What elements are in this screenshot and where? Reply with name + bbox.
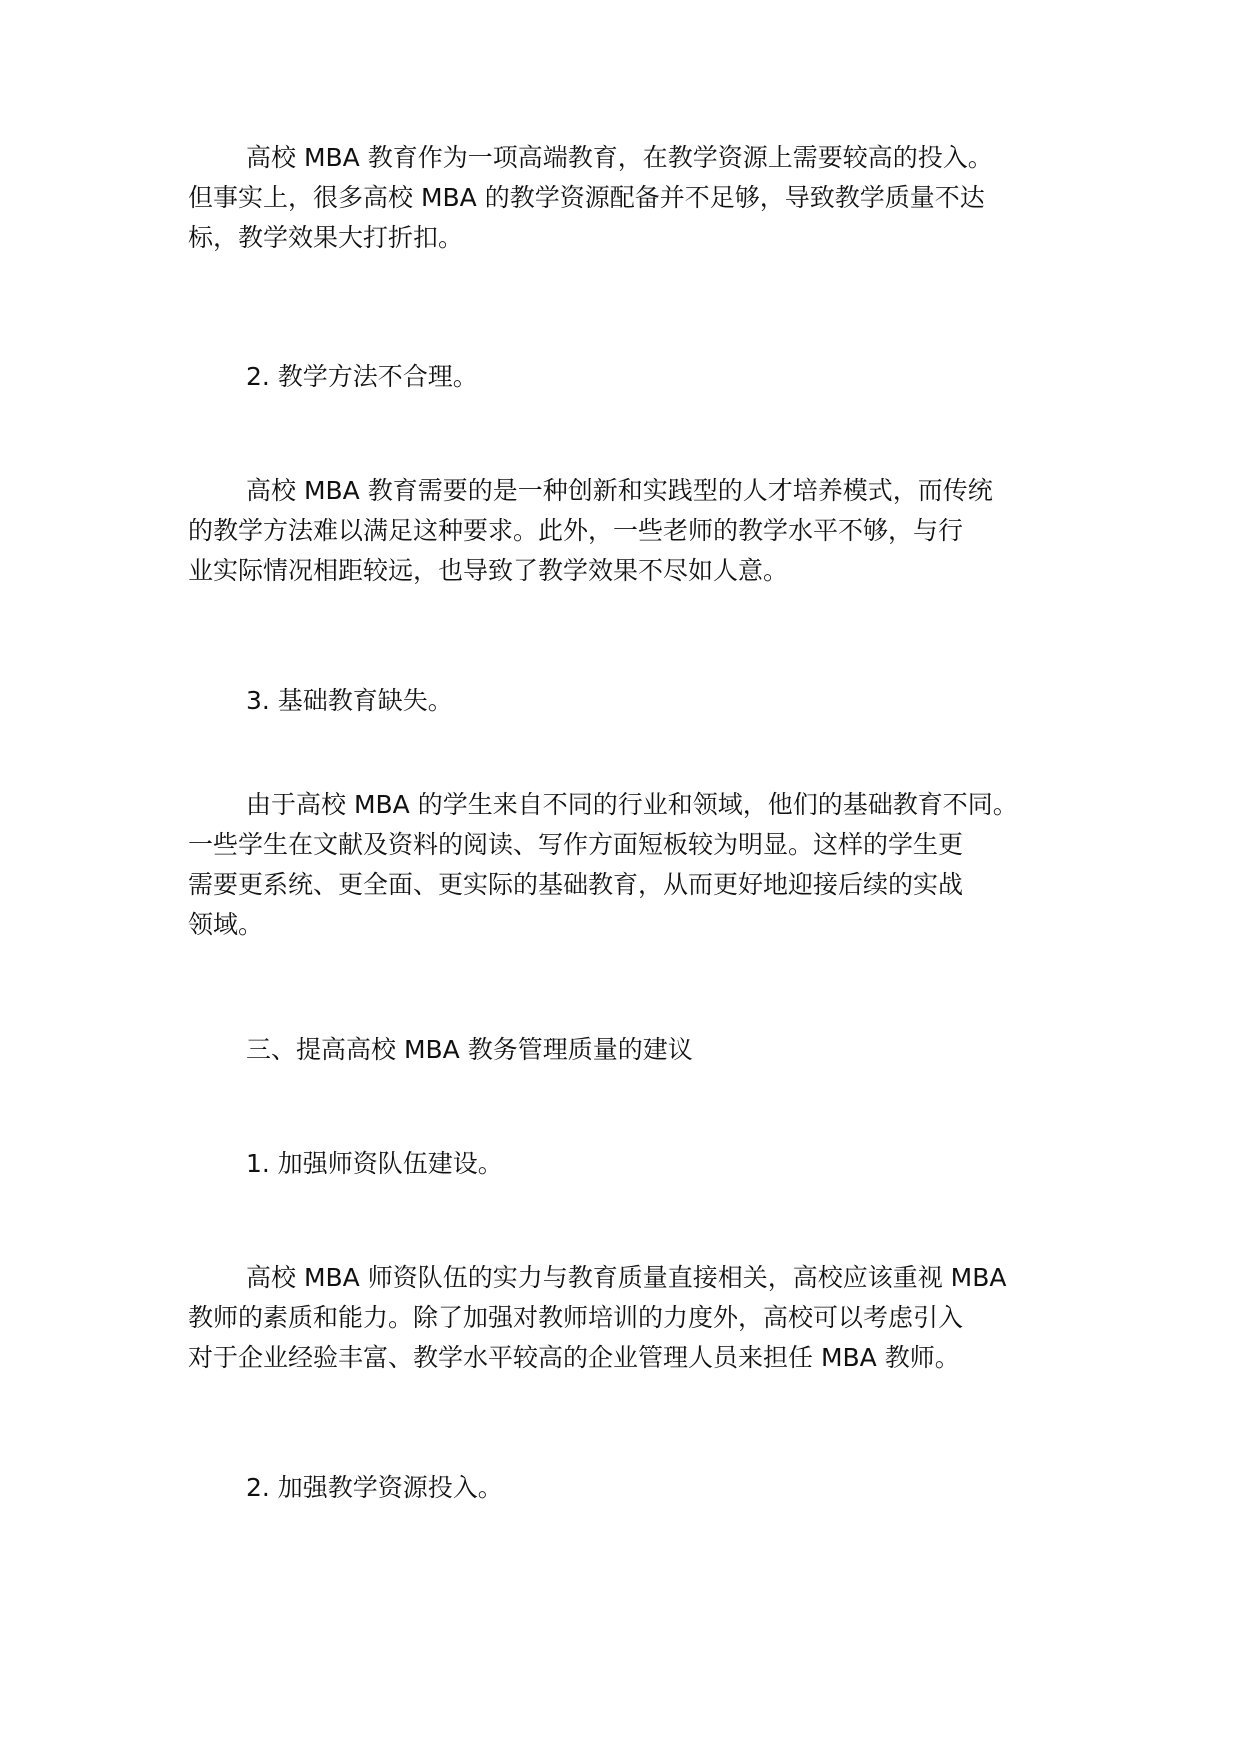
paragraph-line: 标，教学效果大打折扣。	[188, 223, 464, 252]
paragraph-line: 但事实上，很多高校 MBA 的教学资源配备并不足够，导致教学质量不达	[188, 183, 985, 212]
chapter-heading: 三、提高高校 MBA 教务管理质量的建议	[246, 1035, 693, 1064]
paragraph-line: 教师的素质和能力。除了加强对教师培训的力度外，高校可以考虑引入	[188, 1303, 964, 1332]
paragraph-line: 一些学生在文献及资料的阅读、写作方面短板较为明显。这样的学生更	[188, 830, 964, 859]
section-heading: 2. 教学方法不合理。	[246, 362, 478, 391]
paragraph-line: 需要更系统、更全面、更实际的基础教育，从而更好地迎接后续的实战	[188, 870, 964, 899]
paragraph-line: 高校 MBA 教育需要的是一种创新和实践型的人才培养模式，而传统	[246, 476, 993, 505]
paragraph-line: 高校 MBA 教育作为一项高端教育，在教学资源上需要较高的投入。	[246, 143, 993, 172]
paragraph-line: 高校 MBA 师资队伍的实力与教育质量直接相关，高校应该重视 MBA	[246, 1263, 1007, 1292]
paragraph-line: 由于高校 MBA 的学生来自不同的行业和领域，他们的基础教育不同。	[246, 790, 1018, 819]
paragraph-line: 对于企业经验丰富、教学水平较高的企业管理人员来担任 MBA 教师。	[188, 1343, 960, 1372]
section-heading: 2. 加强教学资源投入。	[246, 1473, 503, 1502]
paragraph-line: 领域。	[188, 910, 264, 939]
paragraph-line: 的教学方法难以满足这种要求。此外，一些老师的教学水平不够，与行	[188, 516, 964, 545]
section-heading: 3. 基础教育缺失。	[246, 686, 453, 715]
section-heading: 1. 加强师资队伍建设。	[246, 1149, 503, 1178]
paragraph-line: 业实际情况相距较远，也导致了教学效果不尽如人意。	[188, 556, 789, 585]
